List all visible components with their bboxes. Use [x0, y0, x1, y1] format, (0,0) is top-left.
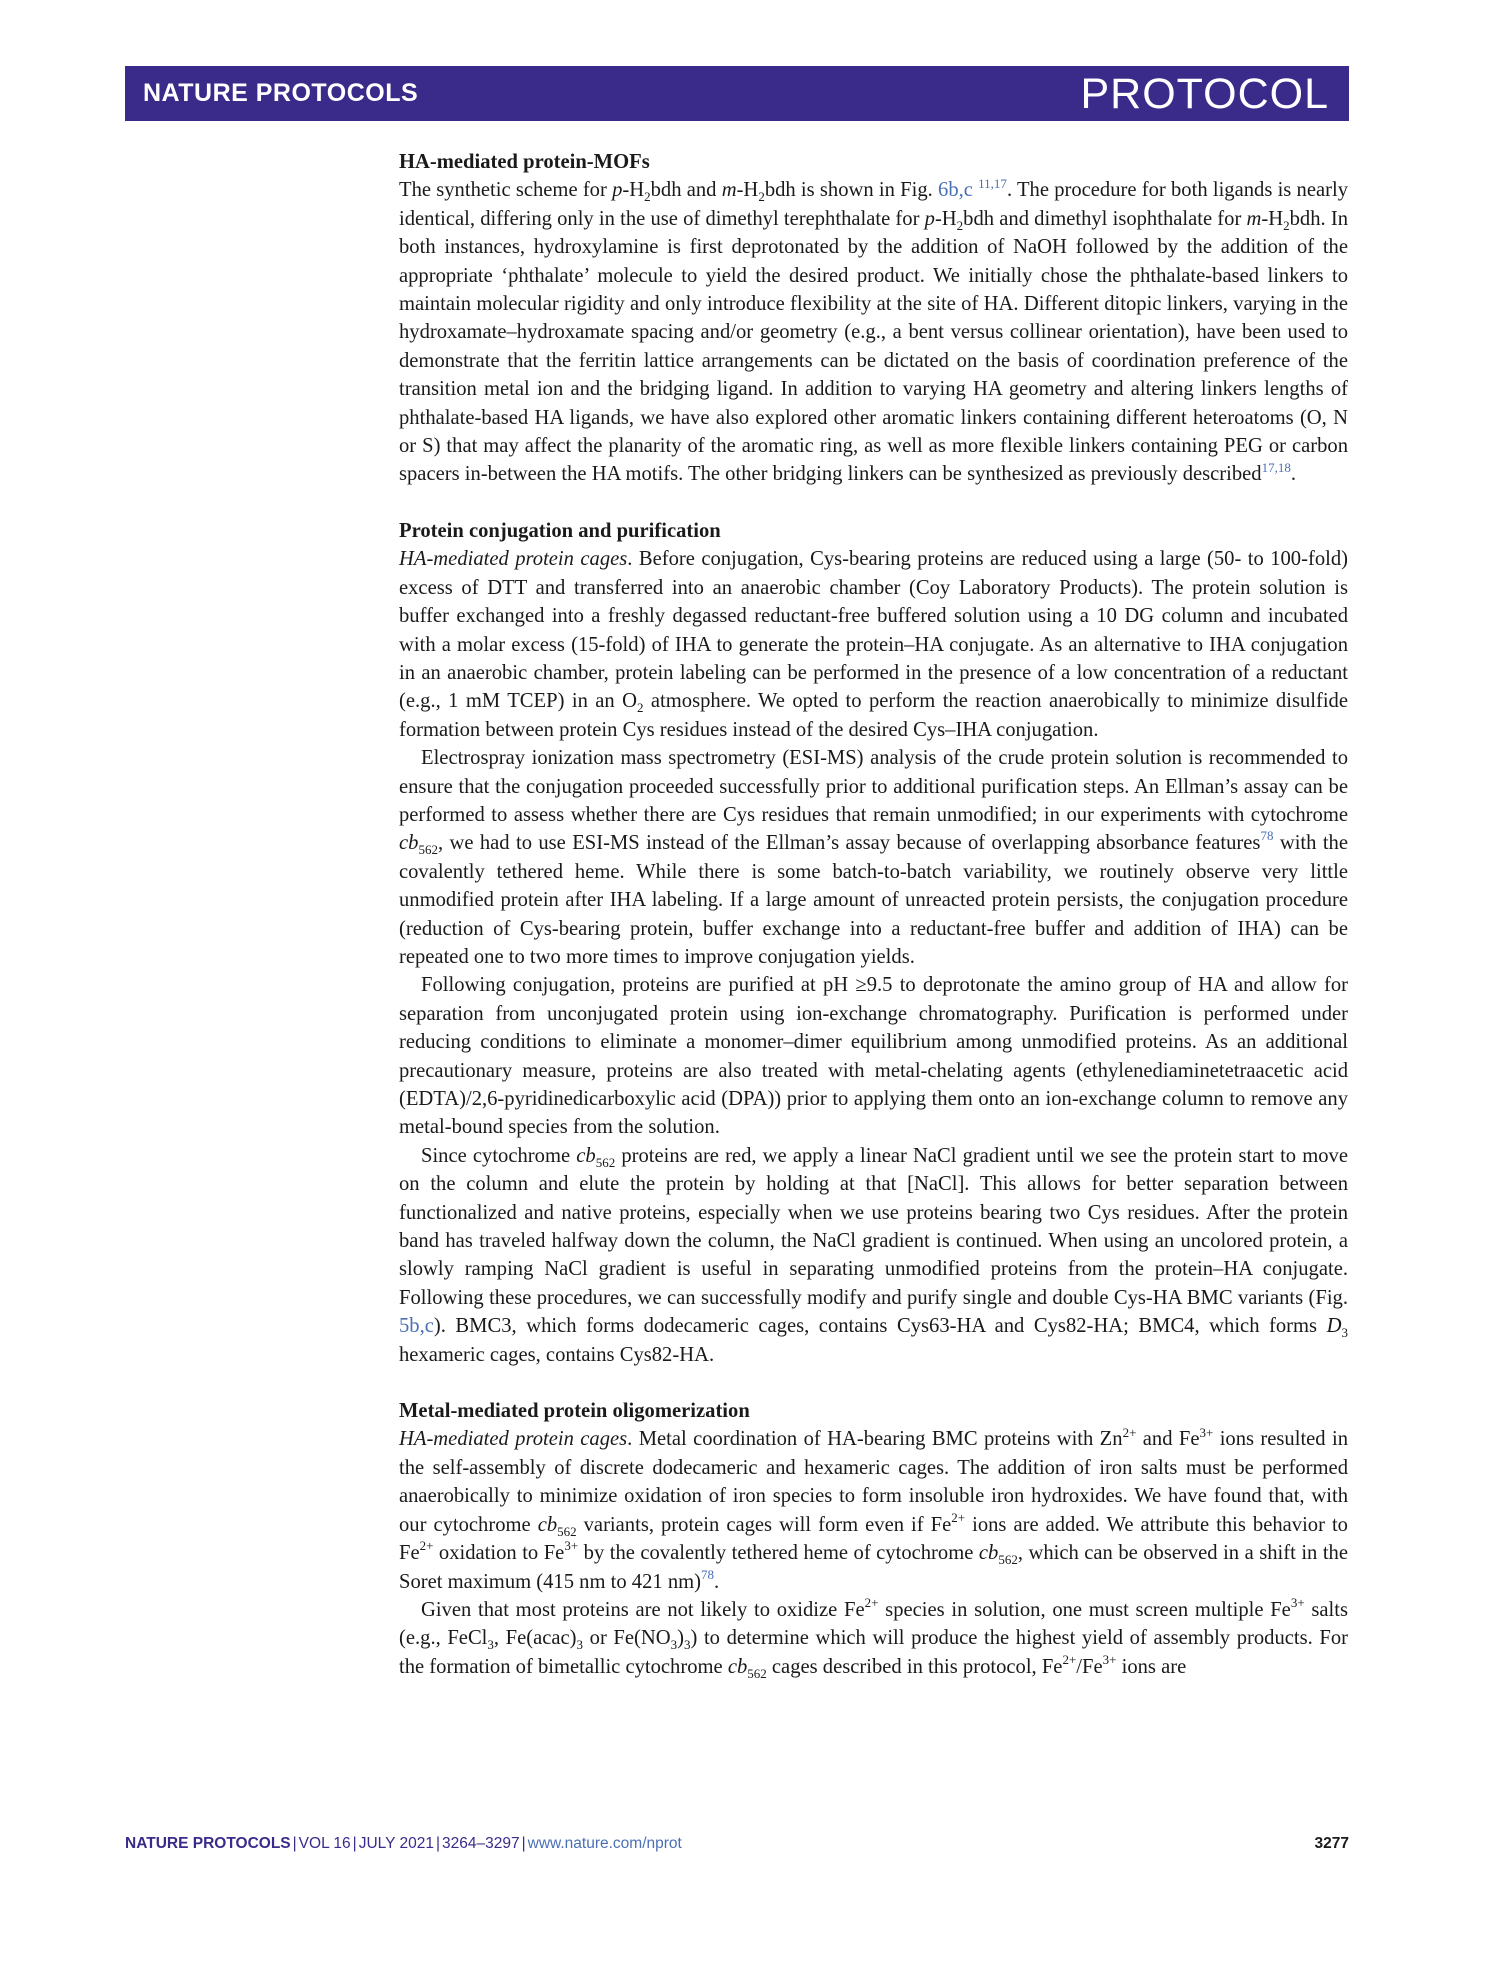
- citation-link[interactable]: 78: [701, 1566, 715, 1582]
- footer-url-link[interactable]: www.nature.com/nprot: [527, 1835, 682, 1852]
- paragraph: Electrospray ionization mass spectrometry (ESI-MS) analysis of the crude protein solution is recommended to ensure that the conjugation proceeded successfully prior to additional purification steps. An Ellman’s assay can be performed to assess whether there are Cys residues that remain unmodified; in our experiments with cytochrome $cb_{562}$, we had to use ESI-MS instead of the Ellman’s assay because of overlapping absorbance features$^{78}$ with the covalently tethered heme. While there is some batch-to-batch variability, we routinely observe very little unmodified protein after IHA labeling. If a large amount of unreacted protein persists, the conjugation procedure (reduction of Cys-bearing protein, buffer exchange into a reductant-free buffer and addition of IHA) can be repeated one to two more times to improve conjugation yields.: [399, 747, 1348, 968]
- citation-link[interactable]: 11,17: [978, 175, 1007, 191]
- paragraph: Following conjugation, proteins are purified at pH ≥9.5 to deprotonate the amino group of HA and allow for separation from unconjugated protein using ion-exchange chromatography. Purification is performed under reducing conditions to eliminate a monomer–dimer equilibrium among unmodified proteins. As an additional precautionary measure, proteins are also treated with metal-chelating agents (ethylenediaminetetraacetic acid (EDTA)/2,6-pyridinedicarboxylic acid (DPA)) prior to applying them onto an ion-exchange column to remove any metal-bound species from the solution.: [399, 974, 1348, 1139]
- citation-link[interactable]: 78: [1260, 828, 1274, 844]
- paragraph: HA-mediated protein cages. Before conjugation, Cys-bearing proteins are reduced using a large (50- to 100-fold) excess of DTT and transferred into an anaerobic chamber (Coy Laboratory Products). The protein solution is buffer exchanged into a freshly degassed reductant-free buffered solution using a 10 DG column and incubated with a molar excess (15-fold) of IHA to generate the protein–HA conjugate. As an alternative to IHA conjugation in an anaerobic chamber, protein labeling can be performed in the presence of a low concentration of a reductant (e.g., 1 mM TCEP) in an $O_2$ atmosphere. We opted to perform the reaction anaerobically to minimize disulfide formation between protein Cys residues instead of the desired Cys–IHA conjugation.: [399, 548, 1348, 741]
- section-heading: HA-mediated protein-MOFs: [399, 151, 650, 173]
- page-footer: NATURE PROTOCOLS | VOL 16 | JULY 2021 | 3264–3297 | www.nature.com/nprot 3277: [125, 1835, 1349, 1852]
- footer-volume: VOL 16: [298, 1835, 351, 1852]
- run-in-heading: HA-mediated protein cages: [399, 1428, 628, 1451]
- page-header: [125, 66, 1349, 121]
- figure-link[interactable]: 6b,c: [938, 179, 973, 202]
- footer-journal: NATURE PROTOCOLS: [125, 1835, 291, 1852]
- journal-name: NATURE PROTOCOLS: [143, 79, 419, 107]
- paragraph: HA-mediated protein cages. Metal coordination of HA-bearing BMC proteins with $Zn^{2+}$ and $Fe^{3+}$ ions resulted in the self-assembly of discrete dodecameric and hexameric cages. The addition of iron salts must be performed anaerobically to minimize oxidation of iron species to form insoluble iron hydroxides. We have found that, with our cytochrome $cb_{562}$ variants, protein cages will form even if $Fe^{2+}$ ions are added. We attribute this behavior to $Fe^{2+}$ oxidation to $Fe^{3+}$ by the covalently tethered heme of cytochrome $cb_{562}$, which can be observed in a shift in the Soret maximum (415 nm to 421 nm)$^{78}$.: [399, 1424, 1348, 1593]
- article-body: [399, 148, 1348, 1681]
- paragraph: Given that most proteins are not likely to oxidize $Fe^{2+}$ species in solution, one must screen multiple $Fe^{3+}$ salts (e.g., FeCl$_3$, $Fe(acac)_3$ or $Fe(NO_3)_3$) to determine which will produce the highest yield of assembly products. For the formation of bimetallic cytochrome $cb_{562}$ cages described in this protocol, $Fe^{2+}/Fe^{3+}$ ions are: [399, 1595, 1348, 1681]
- paragraph: Since cytochrome $cb_{562}$ proteins are red, we apply a linear NaCl gradient until we see the protein start to move on the column and elute the protein by holding at that [NaCl]. This allows for better separation between functionalized and native proteins, especially when we use proteins bearing two Cys residues. After the protein band has traveled halfway down the column, the NaCl gradient is continued. When using an uncolored protein, a slowly ramping NaCl gradient is useful in separating unmodified proteins from the protein–HA conjugate. Following these procedures, we can successfully modify and purify single and double Cys-HA BMC variants (Fig. 5b,c). BMC3, which forms dodecameric cages, contains Cys63-HA and Cys82-HA; BMC4, which forms $D_3$ hexameric cages, contains Cys82-HA.: [399, 1144, 1348, 1366]
- run-in-heading: HA-mediated protein cages: [399, 548, 628, 571]
- figure-link[interactable]: 5b,c: [399, 1315, 434, 1338]
- paragraph: The synthetic scheme for $p-H_2bdh$ and $m-H_2bdh$ is shown in Fig. 6b,c $^{11,17}$. The procedure for both ligands is nearly identical, differing only in the use of dimethyl terephthalate for $p-H_2bdh$ and dimethyl isophthalate for $m-H_2bdh$. In both instances, hydroxylamine is first deprotonated by the addition of NaOH followed by the addition of the appropriate ‘phthalate’ molecule to yield the desired product. We initially chose the phthalate-based linkers to maintain molecular rigidity and only introduce flexibility at the site of HA. Different ditopic linkers, varying in the hydroxamate–hydroxamate spacing and/or geometry (e.g., a bent versus collinear orientation), have been used to demonstrate that the ferritin lattice arrangements can be dictated on the basis of coordination preference of the transition metal ion and the bridging ligand. In addition to varying HA geometry and altering linkers lengths of phthalate-based HA ligands, we have also explored other aromatic linkers containing different heteroatoms (O, N or S) that may affect the planarity of the aromatic ring, as well as more flexible linkers containing PEG or carbon spacers in-between the HA motifs. The other bridging linkers can be synthesized as previously described$^{17,18}$.: [399, 175, 1349, 486]
- citation-link[interactable]: 17,18: [1261, 459, 1291, 475]
- article-type: PROTOCOL: [1080, 70, 1329, 118]
- section-heading: Metal-mediated protein oligomerization: [399, 1400, 750, 1423]
- footer-date: JULY 2021: [358, 1835, 434, 1852]
- footer-pages: 3264–3297: [442, 1835, 520, 1852]
- page-number: 3277: [1314, 1835, 1349, 1852]
- section-heading: Protein conjugation and purification: [399, 519, 721, 542]
